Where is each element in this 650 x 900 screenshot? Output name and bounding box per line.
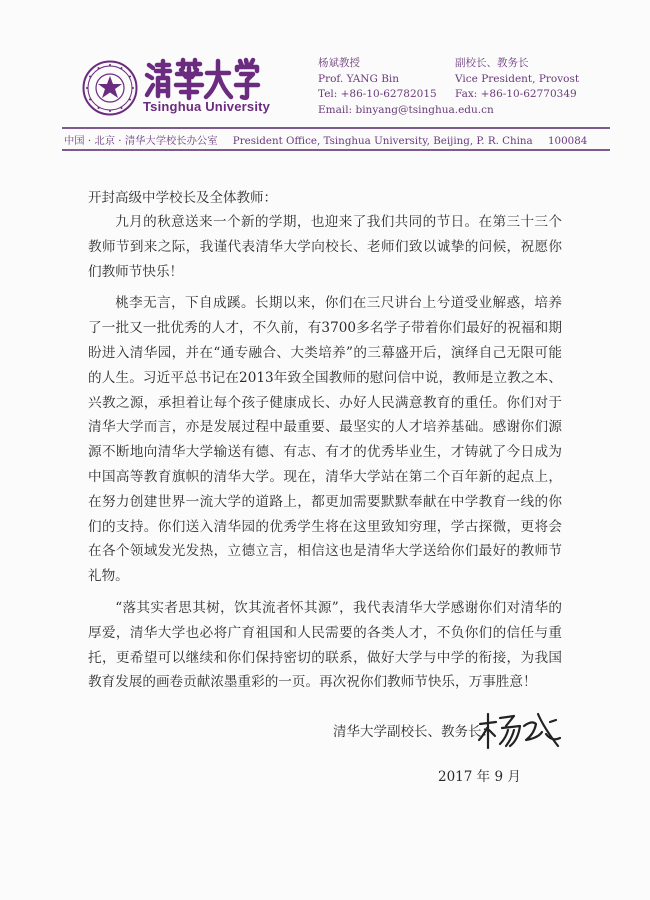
tsinghua-seal-icon xyxy=(82,60,138,116)
handwritten-signature xyxy=(476,708,564,752)
letter-date: 2017 年 9 月 xyxy=(438,769,521,785)
letterhead-rule-bottom xyxy=(62,149,610,151)
email-line: Email: binyang@tsinghua.edu.cn xyxy=(318,103,494,116)
tsinghua-calligraphy-logo xyxy=(143,57,261,101)
office-en: President Office, Tsinghua University, Beijing, P. R. China xyxy=(232,135,533,147)
person-title-en: Vice President, Provost xyxy=(455,72,580,85)
office-address-line xyxy=(64,132,587,147)
letterhead-rule-top xyxy=(62,127,610,129)
signatory-title: 清华大学副校长、教务长： xyxy=(333,724,495,740)
university-name-en: Tsinghua University xyxy=(143,99,271,114)
postcode: 100084 xyxy=(547,135,588,147)
office-cn: 中国 · 北京 · 清华大学校长办公室 xyxy=(64,135,218,147)
letter-body xyxy=(88,210,562,702)
person-name-en: Prof. YANG Bin xyxy=(318,72,400,85)
person-title-cn: 副校长、教务长 xyxy=(455,57,529,69)
letterhead xyxy=(0,0,650,160)
paragraph-2: 桃李无言，下自成蹊。长期以来，你们在三尺讲台上兮道受业解惑，培养了一批又一批优秀的人才，不久前，有3700多名学子带着你们最好的祝福和期盼进入清华园，并在“通专融合、大类培养”的三幕盛开后，演绎自己无限可能的人生。习近平总书记在2013年致全国教师的慰问信中说，教师是立教之本、兴教之源，承担着让每个孩子健康成长、办好人民满意教育的重任。你们对于清华大学而言，亦是发展过程中最重要、最坚实的人才培养基础。感谢你们源源不断地向清华大学输送有德、有志、有才的优秀毕业生，才铸就了今日成为中国高等教育旗帜的清华大学。现在，清华大学站在第二个百年新的起点上，在努力创建世界一流大学的道路上，都更加需要默默奉献在中学教育一线的你们的支持。你们送入清华园的优秀学生将在这里致知穷理，学古探微，更将会在各个领域发光发热，立德立言，相信这也是清华大学送给你们最好的教师节礼物。 xyxy=(88,295,562,585)
tel-line: Tel: +86-10-62782015 xyxy=(318,88,437,100)
person-name-cn: 杨斌教授 xyxy=(318,57,360,69)
salutation: 开封高级中学校长及全体教师： xyxy=(88,190,277,206)
paragraph-1: 九月的秋意送来一个新的学期，也迎来了我们共同的节日。在第三十三个教师节到来之际，我谨代表清华大学向校长、老师们致以诚挚的问候，祝愿你们教师节快乐！ xyxy=(88,214,562,280)
fax-line: Fax: +86-10-62770349 xyxy=(455,88,577,100)
paragraph-3: “落其实者思其树，饮其流者怀其源”，我代表清华大学感谢你们对清华的厚爱，清华大学也必将广育祖国和人民需要的各类人才，不负你们的信任与重托，更希望可以继续和你们保持密切的联系，做好大学与中学的衔接，为我国教育发展的画卷贡献浓墨重彩的一页。再次祝你们教师节快乐，万事胜意！ xyxy=(88,599,562,691)
contact-right xyxy=(455,56,579,103)
